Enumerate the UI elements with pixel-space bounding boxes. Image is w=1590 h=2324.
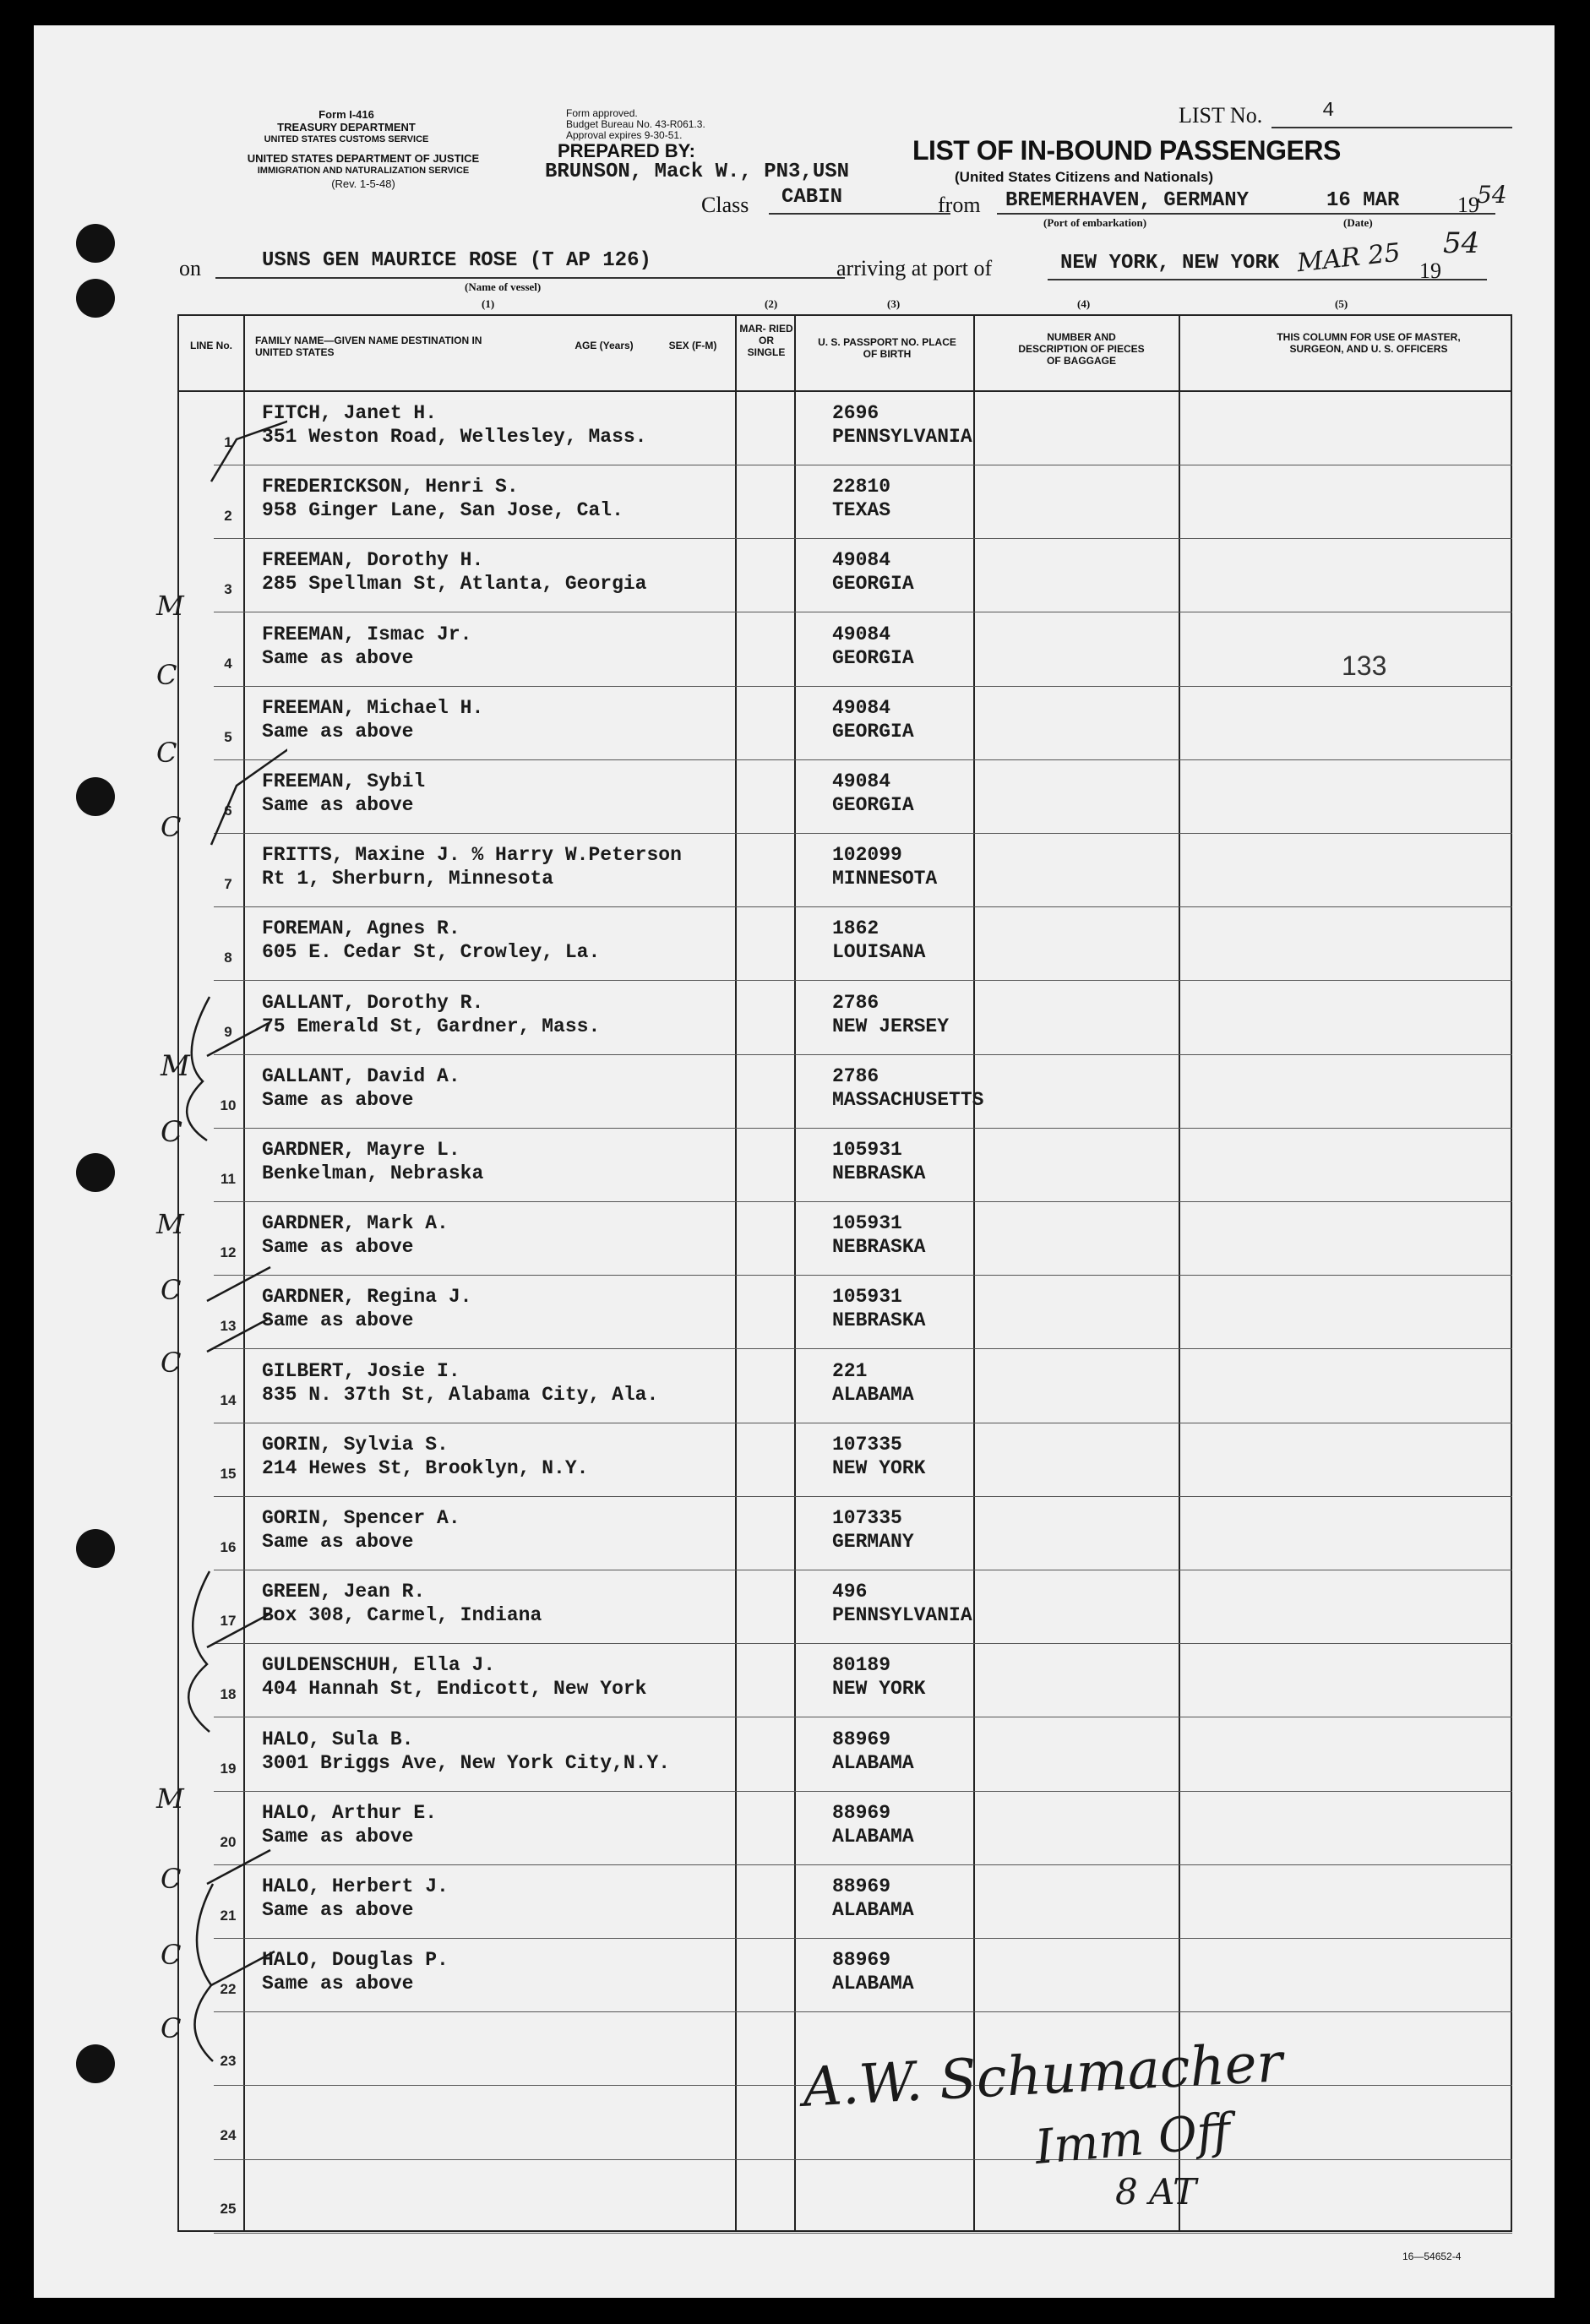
date-underline — [1318, 213, 1495, 215]
passenger-destination: Same as above — [262, 1973, 414, 1995]
margin-mark: C — [156, 659, 177, 691]
line-number: 23 — [220, 2053, 237, 2070]
place-of-birth: GEORGIA — [832, 720, 914, 743]
place-of-birth: ALABAMA — [832, 1383, 914, 1406]
line-number: 15 — [220, 1465, 237, 1482]
passenger-name: FREDERICKSON, Henri S. — [262, 476, 519, 498]
form-subtitle: (United States Citizens and Nationals) — [955, 169, 1214, 185]
passport-number: 221 — [832, 1359, 868, 1382]
line-number: 17 — [220, 1613, 237, 1630]
passport-number: 1862 — [832, 917, 879, 940]
form-code: 16—54652-4 — [1402, 2251, 1462, 2262]
passenger-name: GALLANT, Dorothy R. — [262, 991, 484, 1014]
place-of-birth: GERMANY — [832, 1531, 914, 1553]
place-of-birth: NEBRASKA — [832, 1309, 926, 1332]
margin-mark: C — [161, 1115, 183, 1149]
passenger-destination: Same as above — [262, 794, 414, 816]
check-marks — [161, 380, 287, 2070]
passport-number: 107335 — [832, 1507, 902, 1529]
passport-number: 49084 — [832, 623, 891, 645]
from-label: from — [938, 193, 981, 217]
class-underline — [769, 213, 950, 215]
date-year: 54 — [1477, 181, 1507, 209]
passport-number: 88969 — [832, 1949, 891, 1972]
place-of-birth: GEORGIA — [832, 794, 914, 816]
passenger-destination: Same as above — [262, 1825, 414, 1848]
margin-mark: C — [161, 1863, 182, 1895]
passenger-destination: Benkelman, Nebraska — [262, 1162, 484, 1184]
punch-hole — [76, 224, 115, 263]
passport-number: 496 — [832, 1581, 868, 1603]
place-of-birth: NEW YORK — [832, 1678, 926, 1701]
list-no-underline — [1271, 127, 1512, 128]
column-marker-1: (1) — [482, 297, 495, 310]
port-caption: (Port of embarkation) — [1043, 216, 1147, 229]
column-header-line: LINE No. — [190, 340, 232, 351]
prepared-by-label: PREPARED BY: — [558, 140, 695, 161]
passenger-name: GARDNER, Regina J. — [262, 1286, 472, 1309]
list-no-label: LIST No. — [1179, 103, 1263, 128]
passenger-destination: Rt 1, Sherburn, Minnesota — [262, 868, 554, 890]
passenger-name: FRITTS, Maxine J. % Harry W.Peterson — [262, 844, 682, 867]
arrival-year-prefix: 19 — [1419, 259, 1441, 283]
column-marker-2: (2) — [765, 297, 778, 310]
margin-mark: C — [161, 1274, 182, 1306]
passenger-destination: 958 Ginger Lane, San Jose, Cal. — [262, 499, 623, 522]
passport-number: 105931 — [832, 1286, 902, 1309]
column-marker-4: (4) — [1077, 297, 1091, 310]
passport-number: 2696 — [832, 402, 879, 424]
budget-line: Budget Bureau No. 43-R061.3. — [566, 118, 705, 130]
line-number: 5 — [224, 728, 232, 745]
passenger-name: FREEMAN, Dorothy H. — [262, 549, 484, 572]
passenger-destination: 75 Emerald St, Gardner, Mass. — [262, 1015, 601, 1037]
passport-number: 2786 — [832, 1064, 879, 1087]
arrival-underline — [1048, 279, 1487, 280]
place-of-birth: GEORGIA — [832, 573, 914, 596]
passenger-name: GALLANT, David A. — [262, 1064, 460, 1087]
passenger-destination: 3001 Briggs Ave, New York City,N.Y. — [262, 1751, 671, 1774]
line-number: 14 — [220, 1391, 237, 1408]
place-of-birth: NEBRASKA — [832, 1162, 926, 1184]
customs-service: UNITED STATES CUSTOMS SERVICE — [264, 134, 429, 144]
line-number: 10 — [220, 1097, 237, 1113]
passport-number: 80189 — [832, 1654, 891, 1677]
line-number: 21 — [220, 1908, 237, 1924]
line-number: 19 — [220, 1760, 237, 1777]
line-number: 9 — [224, 1023, 232, 1040]
class-value: CABIN — [781, 186, 843, 209]
vessel-underline — [215, 277, 845, 279]
passport-number: 105931 — [832, 1139, 902, 1161]
approval-line: Form approved. — [566, 107, 638, 119]
passenger-destination: Same as above — [262, 1088, 414, 1111]
arrival-date: MAR 25 — [1295, 237, 1402, 279]
from-underline — [997, 213, 1318, 215]
line-number: 2 — [224, 508, 232, 525]
place-of-birth: ALABAMA — [832, 1899, 914, 1921]
table-top-border — [177, 314, 1512, 316]
passenger-name: HALO, Sula B. — [262, 1728, 414, 1750]
passenger-destination: 835 N. 37th St, Alabama City, Ala. — [262, 1383, 659, 1406]
column-marker-3: (3) — [887, 297, 901, 310]
form-title: LIST OF IN-BOUND PASSENGERS — [912, 135, 1341, 166]
doj-block — [177, 152, 549, 190]
passenger-name: FREEMAN, Michael H. — [262, 696, 484, 719]
place-of-birth: ALABAMA — [832, 1751, 914, 1774]
margin-mark: C — [161, 1347, 182, 1379]
line-number: 12 — [220, 1244, 237, 1261]
officer-number: 133 — [1342, 650, 1387, 681]
margin-mark: C — [161, 1939, 182, 1971]
passenger-destination: Same as above — [262, 1309, 414, 1332]
line-number: 20 — [220, 1833, 237, 1850]
passenger-destination: 214 Hewes St, Brooklyn, N.Y. — [262, 1456, 589, 1479]
column-header-married: MAR- RIED OR SINGLE — [739, 323, 793, 358]
revision: (Rev. 1-5-48) — [331, 177, 395, 190]
signature-note: 8 AT — [1115, 2171, 1197, 2212]
place-of-birth: NEW JERSEY — [832, 1015, 950, 1037]
place-of-birth: TEXAS — [832, 499, 891, 522]
line-number: 7 — [224, 876, 232, 893]
punch-hole — [76, 279, 115, 318]
margin-mark: M — [156, 1208, 184, 1240]
passenger-destination: 285 Spellman St, Atlanta, Georgia — [262, 573, 647, 596]
place-of-birth: PENNSYLVANIA — [832, 426, 972, 448]
margin-mark: M — [156, 590, 184, 622]
passenger-name: HALO, Douglas P. — [262, 1949, 449, 1972]
passport-number: 88969 — [832, 1801, 891, 1824]
passenger-destination: 404 Hannah St, Endicott, New York — [262, 1678, 647, 1701]
line-number: 8 — [224, 950, 232, 966]
passenger-name: FOREMAN, Agnes R. — [262, 917, 460, 940]
place-of-birth: ALABAMA — [832, 1825, 914, 1848]
passenger-name: GORIN, Spencer A. — [262, 1507, 460, 1529]
passport-number: 2786 — [832, 991, 879, 1014]
passenger-destination: Same as above — [262, 1531, 414, 1553]
line-number: 18 — [220, 1686, 237, 1703]
document-page — [34, 25, 1555, 2298]
passenger-destination: Same as above — [262, 1899, 414, 1921]
date-value: 16 MAR — [1326, 189, 1400, 212]
column-header-passport: U. S. PASSPORT NO. PLACE OF BIRTH — [818, 336, 956, 360]
place-of-birth: LOUISANA — [832, 941, 926, 964]
margin-mark: M — [161, 1049, 190, 1083]
passport-number: 88969 — [832, 1728, 891, 1750]
passenger-name: FITCH, Janet H. — [262, 402, 438, 424]
line-number: 3 — [224, 581, 232, 598]
place-of-birth: NEBRASKA — [832, 1236, 926, 1259]
place-of-birth: NEW YORK — [832, 1456, 926, 1479]
margin-mark: C — [161, 811, 182, 843]
line-number: 6 — [224, 803, 232, 819]
table-row — [34, 2160, 1555, 2234]
passenger-name: HALO, Herbert J. — [262, 1875, 449, 1897]
passport-number: 107335 — [832, 1433, 902, 1456]
from-value: BREMERHAVEN, GERMANY — [1005, 189, 1250, 212]
prepared-by-value: BRUNSON, Mack W., PN3,USN — [545, 161, 850, 183]
table-row — [34, 2087, 1555, 2161]
passport-number: 22810 — [832, 476, 891, 498]
place-of-birth: MINNESOTA — [832, 868, 938, 890]
passenger-name: GULDENSCHUH, Ella J. — [262, 1654, 496, 1677]
on-label: on — [179, 256, 201, 280]
signature-title: Imm Off — [1032, 2104, 1233, 2175]
date-caption: (Date) — [1343, 216, 1373, 229]
passenger-name: GREEN, Jean R. — [262, 1581, 426, 1603]
passenger-destination: Same as above — [262, 1236, 414, 1259]
passport-number: 49084 — [832, 696, 891, 719]
doj-name: UNITED STATES DEPARTMENT OF JUSTICE — [247, 152, 480, 165]
vessel-name: USNS GEN MAURICE ROSE (T AP 126) — [262, 249, 651, 272]
line-number: 25 — [220, 2200, 237, 2217]
line-number: 16 — [220, 1539, 237, 1555]
column-header-baggage: NUMBER AND DESCRIPTION OF PIECES OF BAGGAGE — [1018, 331, 1145, 367]
arriving-label: arriving at port of — [836, 256, 993, 280]
passenger-destination: Same as above — [262, 720, 414, 743]
place-of-birth: MASSACHUSETTS — [832, 1088, 984, 1111]
expiry-line: Approval expires 9-30-51. — [566, 129, 683, 141]
officer-signature: A.W. Schumacher — [801, 2032, 1284, 2120]
passenger-name: GARDNER, Mayre L. — [262, 1139, 460, 1161]
column-header-sex: SEX (F-M) — [668, 340, 717, 351]
date-year-prefix: 19 — [1457, 193, 1479, 217]
line-number: 4 — [224, 655, 232, 672]
passenger-name: GORIN, Sylvia S. — [262, 1433, 449, 1456]
column-header-officers: THIS COLUMN FOR USE OF MASTER, SURGEON, AND U. S. OFFICERS — [1277, 331, 1461, 355]
line-number: 22 — [220, 1981, 237, 1998]
passenger-destination: Box 308, Carmel, Indiana — [262, 1604, 542, 1627]
passenger-name: GILBERT, Josie I. — [262, 1359, 460, 1382]
passenger-destination: 351 Weston Road, Wellesley, Mass. — [262, 426, 647, 448]
passenger-name: HALO, Arthur E. — [262, 1801, 438, 1824]
column-header-age: AGE (Years) — [574, 340, 634, 351]
passport-number: 105931 — [832, 1212, 902, 1235]
passport-number: 88969 — [832, 1875, 891, 1897]
form-number: Form I-416 — [319, 108, 374, 121]
passenger-destination: Same as above — [262, 646, 414, 669]
line-number: 13 — [220, 1318, 237, 1335]
passport-number: 102099 — [832, 844, 902, 867]
line-number: 24 — [220, 2126, 237, 2143]
ins-name: IMMIGRATION AND NATURALIZATION SERVICE — [257, 166, 470, 176]
margin-mark: M — [156, 1782, 184, 1815]
class-label: Class — [701, 193, 749, 217]
list-no-value: 4 — [1322, 100, 1335, 122]
passenger-name: FREEMAN, Sybil — [262, 770, 426, 792]
arrival-port: NEW YORK, NEW YORK — [1060, 252, 1280, 275]
passenger-destination: 605 E. Cedar St, Crowley, La. — [262, 941, 601, 964]
place-of-birth: ALABAMA — [832, 1973, 914, 1995]
margin-mark: C — [161, 2012, 182, 2044]
passport-number: 49084 — [832, 549, 891, 572]
approval-block — [566, 108, 705, 141]
place-of-birth: GEORGIA — [832, 646, 914, 669]
column-marker-5: (5) — [1335, 297, 1348, 310]
passenger-name: FREEMAN, Ismac Jr. — [262, 623, 472, 645]
vessel-caption: (Name of vessel) — [465, 280, 542, 293]
column-header-name: FAMILY NAME—GIVEN NAME DESTINATION IN UNITED STATES — [255, 335, 482, 358]
line-number: 1 — [224, 434, 232, 450]
margin-mark: C — [156, 737, 177, 769]
row-divider — [214, 2233, 1512, 2234]
arrival-year: 54 — [1443, 226, 1480, 260]
place-of-birth: PENNSYLVANIA — [832, 1604, 972, 1627]
line-number: 11 — [221, 1171, 236, 1187]
treasury-dept: TREASURY DEPARTMENT — [277, 121, 416, 133]
form-number-block — [245, 108, 448, 146]
passport-number: 49084 — [832, 770, 891, 792]
passenger-name: GARDNER, Mark A. — [262, 1212, 449, 1235]
